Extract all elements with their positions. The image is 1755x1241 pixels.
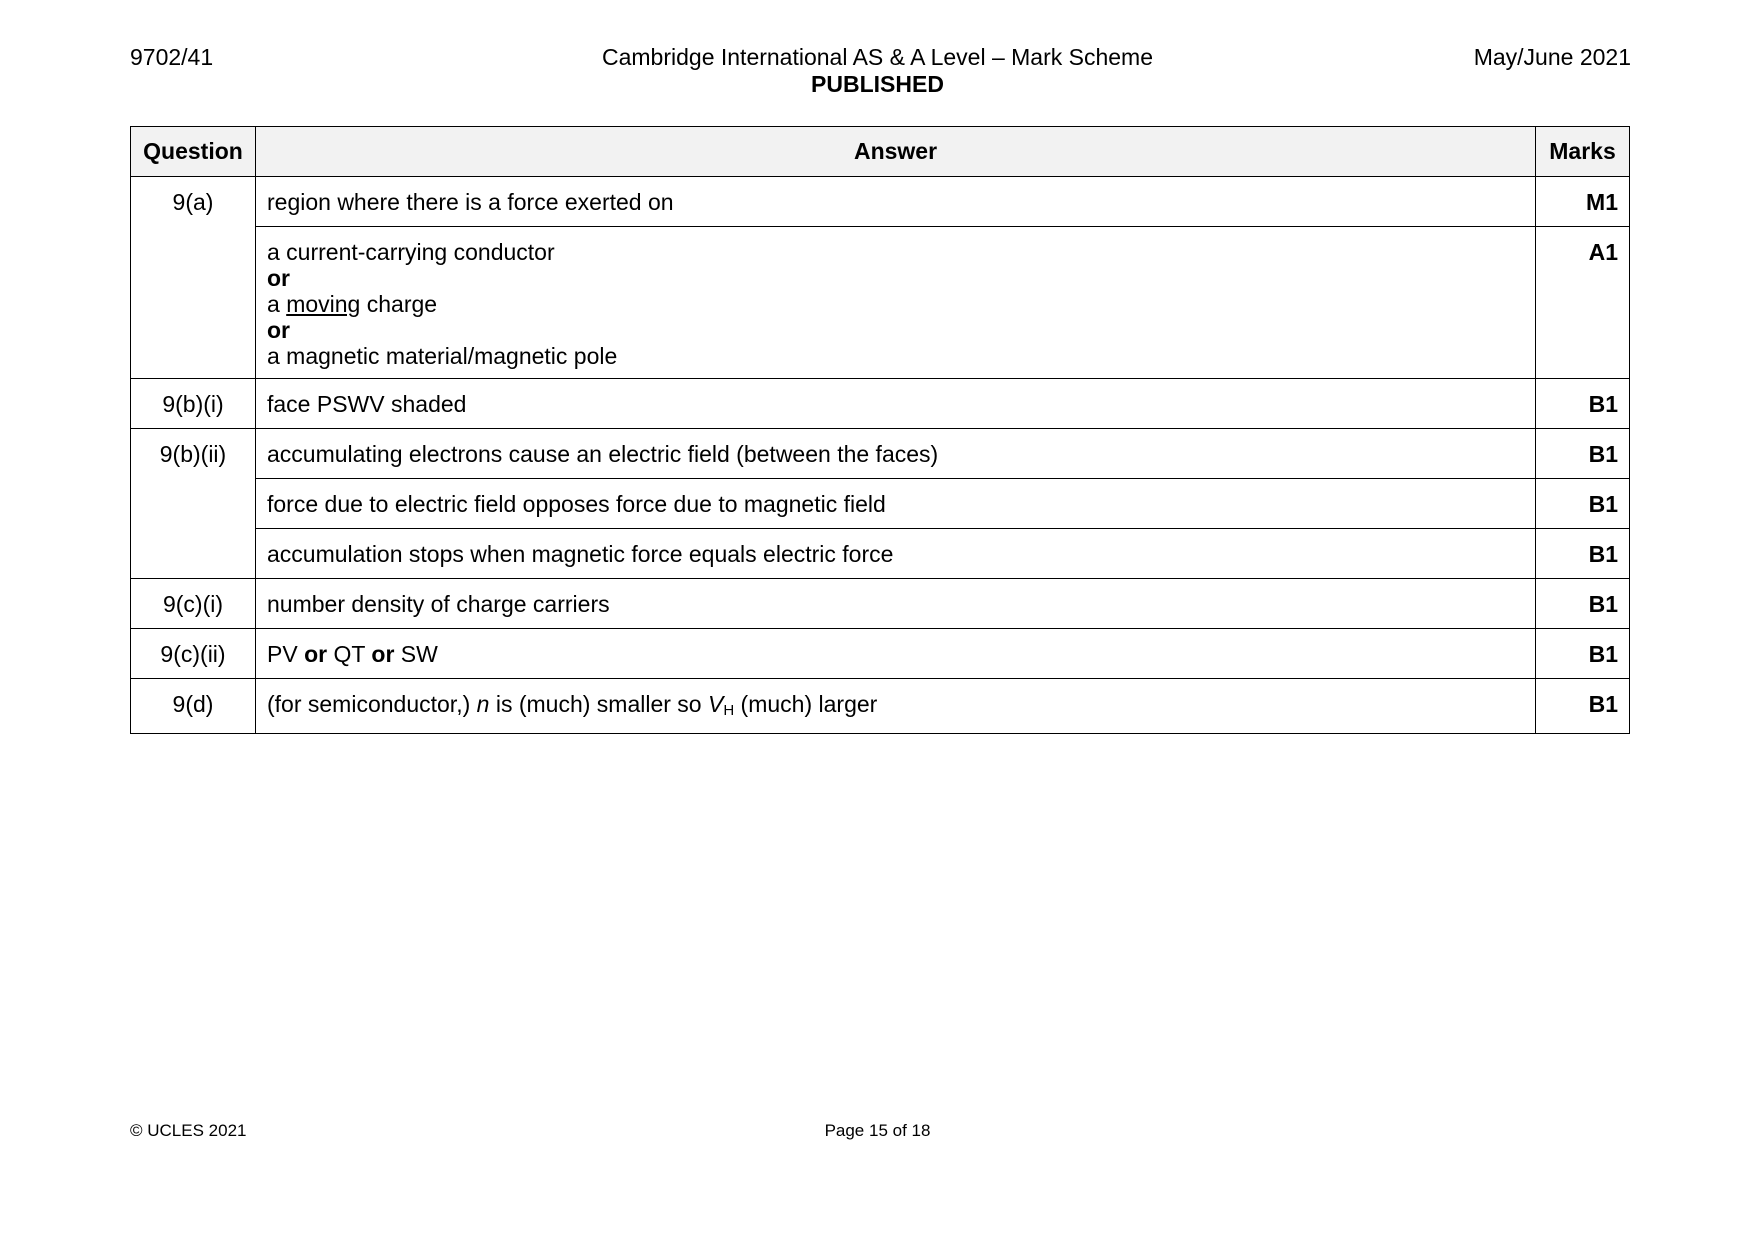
- paper-code: 9702/41: [130, 44, 214, 70]
- answer-text: number density of charge carriers: [256, 579, 1536, 629]
- answer-text-segment: SW: [394, 641, 438, 667]
- answer-text-segment: (much) larger: [734, 691, 878, 717]
- or-keyword: or: [267, 265, 290, 291]
- answer-line: [267, 291, 1525, 317]
- table-row: [131, 479, 1630, 529]
- answer-text: force due to electric field opposes force due to magnetic field: [256, 479, 1536, 529]
- question-number: 9(b)(ii): [131, 429, 256, 579]
- question-number: 9(b)(i): [131, 379, 256, 429]
- column-header-question: Question: [131, 127, 256, 177]
- table-row: [131, 579, 1630, 629]
- answer-text: region where there is a force exerted on: [256, 177, 1536, 227]
- mark-code: B1: [1536, 529, 1630, 579]
- answer-text: accumulating electrons cause an electric field (between the faces): [256, 429, 1536, 479]
- mark-code: B1: [1536, 579, 1630, 629]
- mark-code: M1: [1536, 177, 1630, 227]
- answer-text: accumulation stops when magnetic force equals electric force: [256, 529, 1536, 579]
- table-row: [131, 429, 1630, 479]
- table-header-row: [131, 127, 1630, 177]
- question-number: 9(a): [131, 177, 256, 379]
- answer-text-segment: charge: [360, 291, 438, 317]
- published-label: PUBLISHED: [811, 71, 944, 97]
- answer-text-segment: PV: [267, 641, 305, 667]
- table-row: [131, 177, 1630, 227]
- table-row: [131, 679, 1630, 734]
- table-row: [131, 629, 1630, 679]
- answer-text-segment: is (much) smaller so: [489, 691, 708, 717]
- mark-scheme-table: [130, 126, 1630, 734]
- table-row: [131, 529, 1630, 579]
- exam-session: May/June 2021: [1473, 44, 1631, 70]
- mark-code: B1: [1536, 479, 1630, 529]
- column-header-marks: Marks: [1536, 127, 1630, 177]
- column-header-answer: Answer: [256, 127, 1536, 177]
- answer-options: [256, 629, 1536, 679]
- mark-code: B1: [1536, 629, 1630, 679]
- answer-text: [256, 679, 1536, 734]
- symbol-v: V: [707, 691, 724, 717]
- answer-line: a magnetic material/magnetic pole: [267, 343, 618, 369]
- answer-text-segment: a: [267, 291, 287, 317]
- mark-code: B1: [1536, 379, 1630, 429]
- page-number: Page 15 of 18: [824, 1121, 931, 1140]
- or-keyword: or: [304, 641, 328, 667]
- table-row: [131, 227, 1630, 379]
- question-number: 9(c)(ii): [131, 629, 256, 679]
- mark-code: A1: [1536, 227, 1630, 379]
- answer-text-segment: QT: [327, 641, 372, 667]
- question-number: 9(c)(i): [131, 579, 256, 629]
- symbol-subscript: H: [723, 702, 735, 719]
- mark-code: B1: [1536, 429, 1630, 479]
- or-keyword: or: [267, 317, 290, 343]
- or-keyword: or: [371, 641, 395, 667]
- document-title: Cambridge International AS & A Level – Mark Scheme: [601, 44, 1154, 70]
- answer-line: a current-carrying conductor: [267, 239, 555, 265]
- table-row: [131, 379, 1630, 429]
- answer-text: face PSWV shaded: [256, 379, 1536, 429]
- symbol-n: n: [476, 691, 490, 717]
- question-number: 9(d): [131, 679, 256, 734]
- copyright-notice: © UCLES 2021: [130, 1121, 247, 1140]
- answer-alternatives: [256, 227, 1536, 379]
- underlined-keyword: moving: [286, 291, 361, 317]
- answer-text-segment: (for semiconductor,): [267, 691, 477, 717]
- mark-code: B1: [1536, 679, 1630, 734]
